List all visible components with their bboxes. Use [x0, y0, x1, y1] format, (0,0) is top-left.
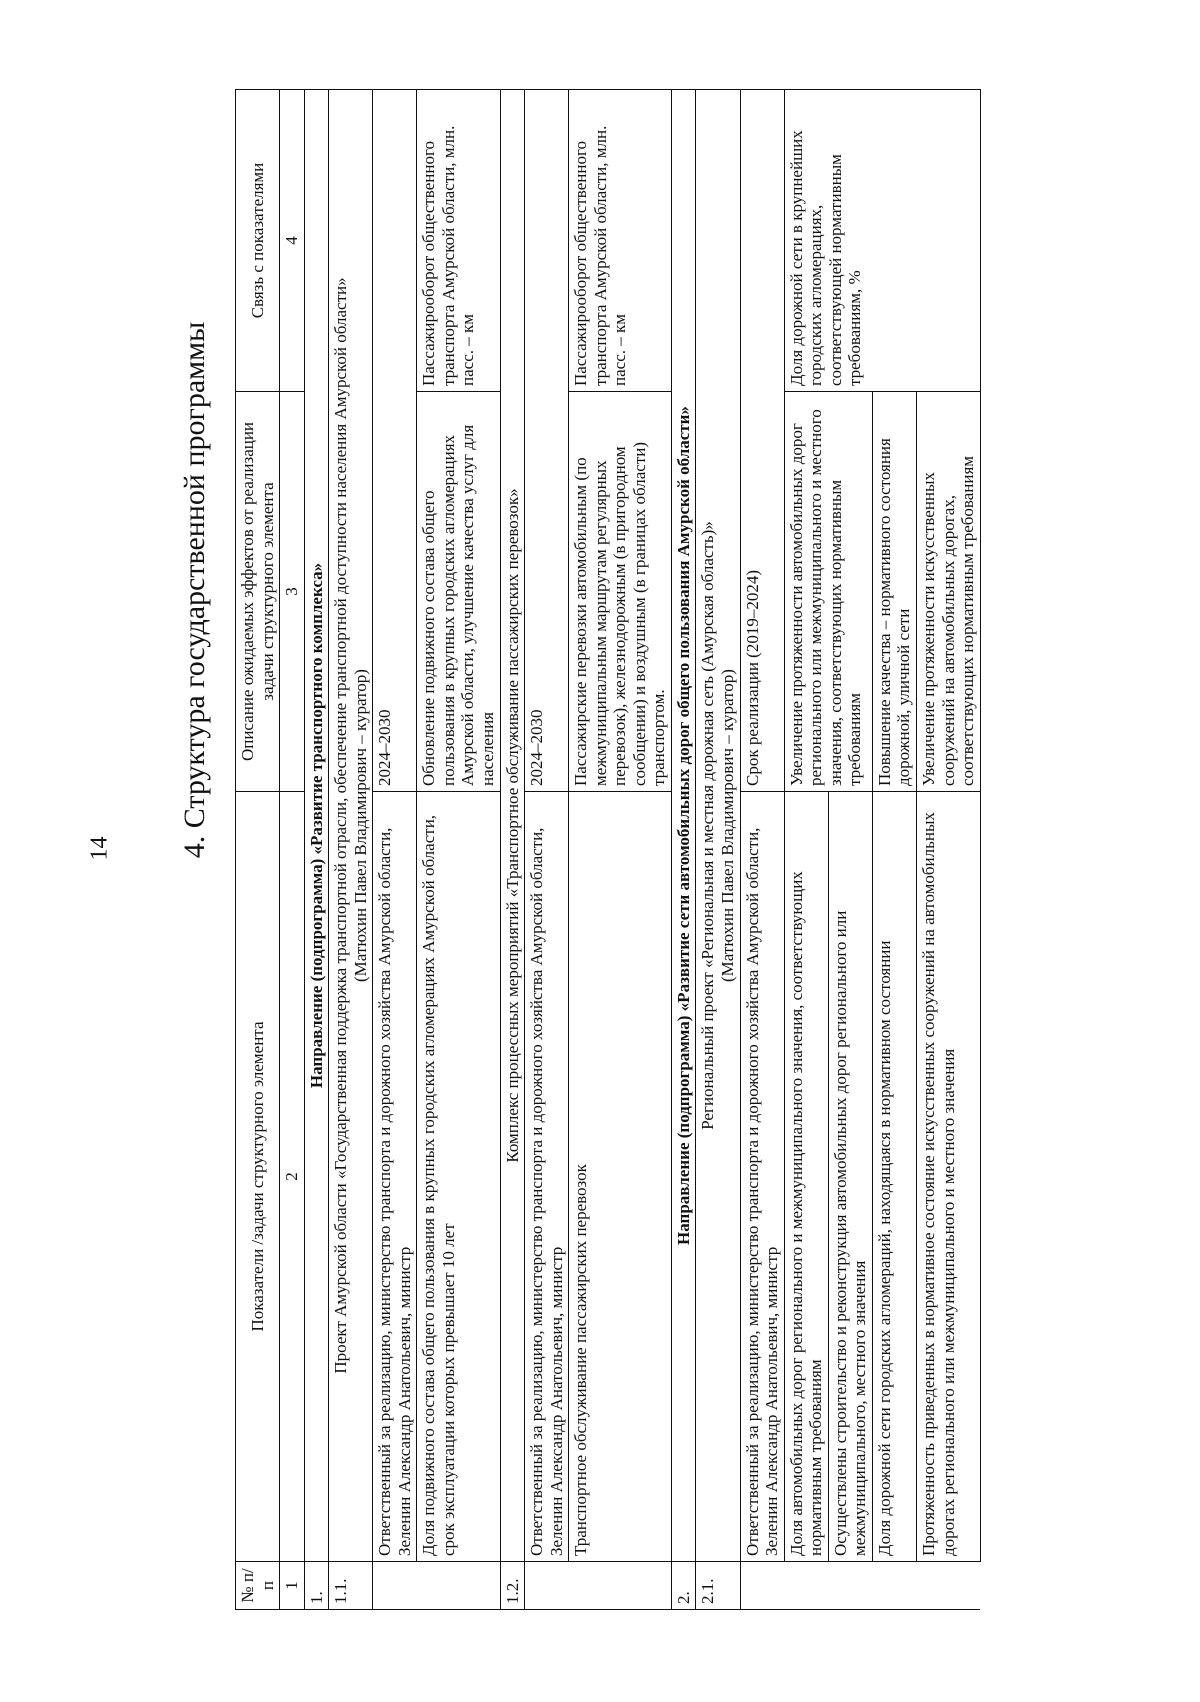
- col-number: 4: [280, 90, 305, 392]
- project-curator: (Матюхин Павел Владимирович – куратор): [718, 669, 738, 982]
- project-title: Проект Амурской области «Государственная поддержка транспортной отрасли, обеспечение транспортной доступности населения Амурской области»: [331, 277, 351, 1374]
- project-title: Региональный проект «Региональная и местная дорожная сеть (Амурская область)»: [698, 521, 718, 1130]
- task-description: Пассажирские перевозки автомобильным (по межмуниципальным маршрутам регулярных перевозок), железнодорожным (в пригородном сообщении) и воздушным (в границах области) транспортом.: [569, 392, 672, 792]
- task-description: Обновление подвижного состава общего пользования в крупных городских агломерациях Амурской области, улучшение качества услуг для населения: [417, 392, 500, 792]
- table-header-row: [236, 90, 280, 1610]
- responsible-cell: Ответственный за реализацию, министерство транспорта и дорожного хозяйства Амурской области, Зеленин Александр Анатольевич, министр: [740, 792, 784, 1562]
- section-title: Направление (подпрограмма) «Развитие транспортного комплекса»: [304, 90, 329, 1562]
- row-number: 2.: [671, 1562, 696, 1610]
- section-title: Направление (подпрограмма) «Развитие сети автомобильных дорог общего пользования Амурской области»: [671, 90, 696, 1562]
- row-number: 1.1.: [329, 1562, 373, 1610]
- table-row: [525, 90, 569, 1610]
- table-row: [696, 90, 740, 1610]
- row-number-empty: [525, 1562, 569, 1610]
- row-number-empty: [740, 1562, 784, 1610]
- period-cell: 2024–2030: [525, 90, 569, 792]
- header-num: № п/п: [236, 1562, 280, 1610]
- column-numbers-row: [280, 90, 305, 1610]
- project-curator: (Матюхин Павел Владимирович – куратор): [350, 669, 370, 982]
- row-number-empty: [569, 1562, 672, 1610]
- row-number: 1.: [304, 1562, 329, 1610]
- project-cell: [696, 90, 740, 1562]
- structure-table-container: [235, 90, 1065, 1610]
- table-row: [373, 90, 417, 1610]
- task-link: Пассажирооборот общественного транспорта Амурской области, млн. пасс. – км: [417, 90, 500, 392]
- header-description: Описание ожидаемых эффектов от реализации задачи структурного элемента: [236, 392, 280, 792]
- period-cell: 2024–2030: [373, 90, 417, 792]
- complex-title: Комплекс процессных мероприятий «Транспортное обслуживание пассажирских перевозок»: [500, 90, 525, 1562]
- task-cell: Доля автомобильных дорог регионального и межмуниципального значения, соответствующих нормативным требованиям: [784, 792, 828, 1562]
- task-cell: Доля дорожной сети городских агломераций, находящаяся в нормативном состоянии: [872, 792, 916, 1562]
- task-link: Доля дорожной сети в крупнейших городских агломерациях, соответствующей нормативным требованиям, %: [784, 90, 980, 392]
- page-number: 14: [86, 836, 113, 861]
- col-number: 3: [280, 392, 305, 792]
- responsible-cell: Ответственный за реализацию, министерство транспорта и дорожного хозяйства Амурской области, Зеленин Александр Анатольевич, министр: [525, 792, 569, 1562]
- row-number-empty: [373, 1562, 417, 1610]
- task-description: Повышение качества – нормативного состояния дорожной, уличной сети: [872, 392, 916, 792]
- project-cell: [329, 90, 373, 1562]
- task-cell: Протяженность приведенных в нормативное состояние искусственных сооружений на автомобильных дорогах регионального или межмуниципального и местного значения: [916, 792, 980, 1562]
- table-row: [569, 90, 672, 1610]
- page-title: 4. Структура государственной программы: [178, 321, 211, 859]
- table-row: [304, 90, 329, 1610]
- task-description: Увеличение протяженности искусственных сооружений на автомобильных дорогах, соответствующих нормативным требованиям: [916, 392, 980, 792]
- period-cell: Срок реализации (2019–2024): [740, 90, 784, 792]
- table-row: [740, 90, 784, 1610]
- task-description: Увеличение протяженности автомобильных дорог регионального или межмуниципального и местного значения, соответствующих нормативным требованиям: [784, 392, 872, 792]
- col-number: 1: [280, 1562, 305, 1610]
- row-number-empty: [417, 1562, 500, 1610]
- task-link: Пассажирооборот общественного транспорта Амурской области, млн. пасс. – км: [569, 90, 672, 392]
- header-indicators: Показатели /задачи структурного элемента: [236, 792, 280, 1562]
- task-cell: Осуществлены строительство и реконструкция автомобильных дорог регионального или межмуниципального, местного значения: [828, 792, 872, 1562]
- task-cell: Доля подвижного состава общего пользования в крупных городских агломерациях Амурской области, срок эксплуатации которых превышает 10 лет: [417, 792, 500, 1562]
- header-link: Связь с показателями: [236, 90, 280, 392]
- table-row: [329, 90, 373, 1610]
- table-row: [671, 90, 696, 1610]
- row-number: 1.2.: [500, 1562, 525, 1610]
- responsible-cell: Ответственный за реализацию, министерство транспорта и дорожного хозяйства Амурской области, Зеленин Александр Анатольевич, министр: [373, 792, 417, 1562]
- table-row: [784, 90, 828, 1610]
- col-number: 2: [280, 792, 305, 1562]
- task-cell: Транспортное обслуживание пассажирских перевозок: [569, 792, 672, 1562]
- structure-table: [235, 89, 981, 1610]
- table-row: [500, 90, 525, 1610]
- table-row: [417, 90, 500, 1610]
- row-number-empty: [784, 1562, 980, 1610]
- row-number: 2.1.: [696, 1562, 740, 1610]
